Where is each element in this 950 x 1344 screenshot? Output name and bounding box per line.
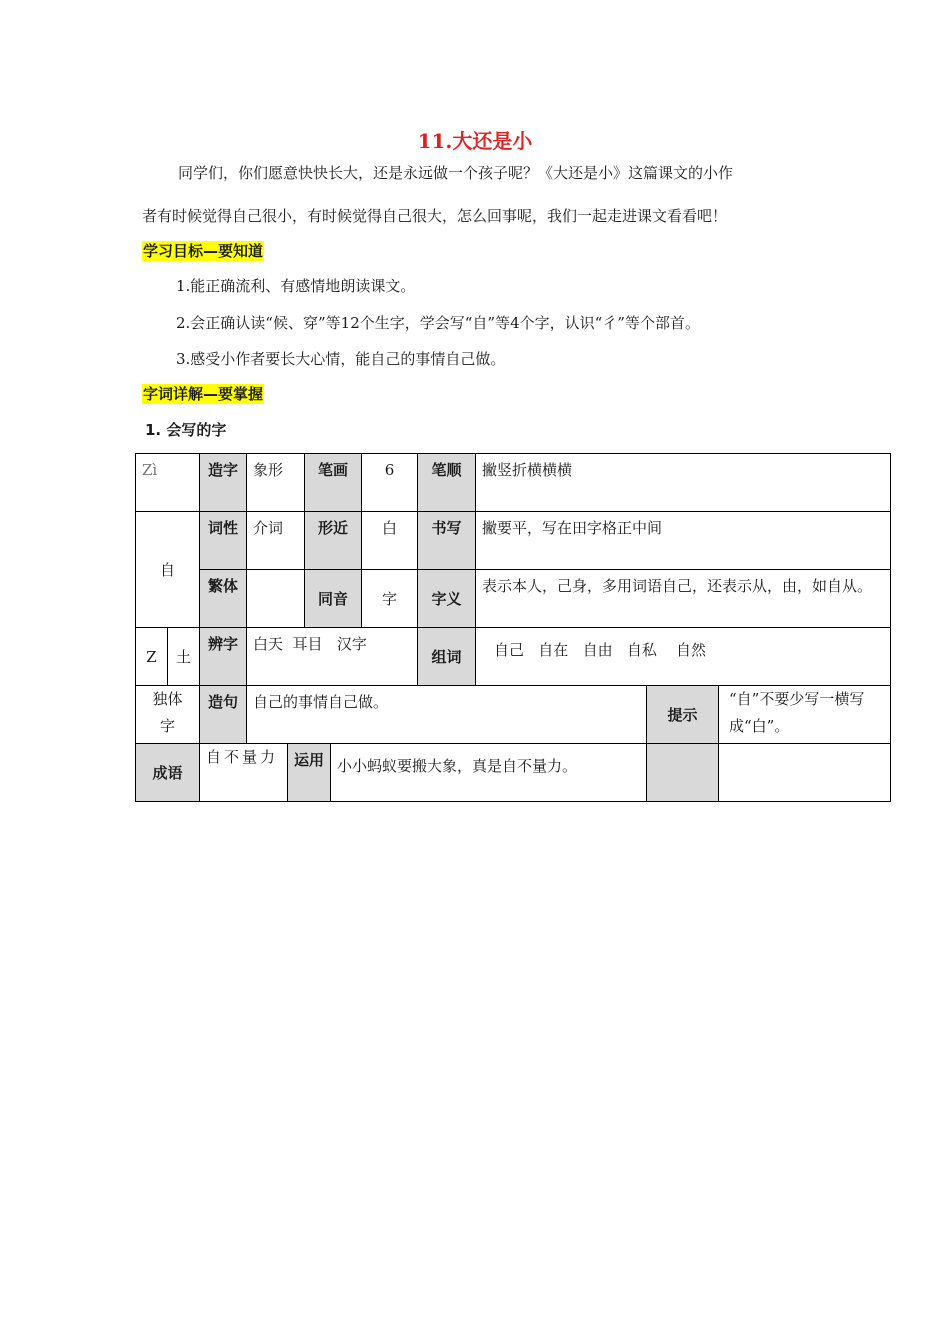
chengyu-value: 自不量力 — [199, 743, 288, 802]
bishun-value: 撇竖折横横横 — [475, 453, 891, 512]
zaozi-label: 造字 — [199, 453, 247, 512]
intro-line-1: 同学们，你们愿意快快长大，还是永远做一个孩子呢？《大还是小》这篇课文的小作 — [178, 164, 734, 182]
yunyong-label: 运用 — [287, 743, 331, 802]
shuxie-value: 撇要平，写在田字格正中间 — [475, 511, 891, 570]
zaoju-value: 自己的事情自己做。 — [246, 685, 647, 744]
zuci-label: 组词 — [417, 627, 476, 686]
goal-item-1: 1.能正确流利、有感情地朗读课文。 — [176, 277, 416, 295]
bihua-value: 6 — [361, 453, 418, 512]
goal-item-3: 3.感受小作者要长大心情，能自己的事情自己做。 — [176, 350, 506, 368]
radical-value: 土 — [167, 627, 200, 686]
fanti-label: 繁体 — [199, 569, 247, 628]
section-heading-words: 字词详解—要掌握 — [143, 385, 264, 403]
intro-line-2: 者有时候觉得自己很小，有时候觉得自己很大，怎么回事呢，我们一起走进课文看看吧！ — [142, 207, 728, 225]
fanti-value — [246, 569, 305, 628]
cixing-value: 介词 — [246, 511, 305, 570]
section-heading-goals: 学习目标—要知道 — [143, 242, 264, 260]
empty-gray-cell — [646, 743, 719, 802]
tongyin-value: 字 — [361, 569, 418, 628]
structure-cell: 独体字 — [135, 685, 200, 744]
page-title: 11.大还是小 — [417, 129, 533, 153]
xingjin-value: 白 — [361, 511, 418, 570]
radical-label: Z — [135, 627, 168, 686]
tishi-value: “自”不要少写一横写成“白”。 — [718, 685, 891, 744]
character-cell: 自 — [135, 511, 200, 628]
cixing-label: 词性 — [199, 511, 247, 570]
tishi-label: 提示 — [646, 685, 719, 744]
empty-cell — [718, 743, 891, 802]
zaozi-value: 象形 — [246, 453, 305, 512]
subsection-heading: 1. 会写的字 — [145, 421, 227, 439]
pinyin-cell: Zì — [135, 453, 200, 512]
chengyu-label: 成语 — [135, 743, 200, 802]
ziyi-label: 字义 — [417, 569, 476, 628]
shuxie-label: 书写 — [417, 511, 476, 570]
xingjin-label: 形近 — [304, 511, 362, 570]
zuci-value: 自己 自在 自由 自私 自然 — [475, 627, 891, 686]
yunyong-value: 小小蚂蚁要搬大象，真是自不量力。 — [330, 743, 647, 802]
bishun-label: 笔顺 — [417, 453, 476, 512]
ziyi-value: 表示本人，己身，多用词语自己，还表示从，由，如自从。 — [475, 569, 891, 628]
bianzi-value: 白天 耳目 汉字 — [246, 627, 418, 686]
bianzi-label: 辨字 — [199, 627, 247, 686]
bihua-label: 笔画 — [304, 453, 362, 512]
goal-item-2: 2.会正确认读“候、穿”等12个生字，学会写“自”等4个字，认识“彳”等个部首。 — [176, 314, 700, 332]
zaoju-label: 造句 — [199, 685, 247, 744]
tongyin-label: 同音 — [304, 569, 362, 628]
